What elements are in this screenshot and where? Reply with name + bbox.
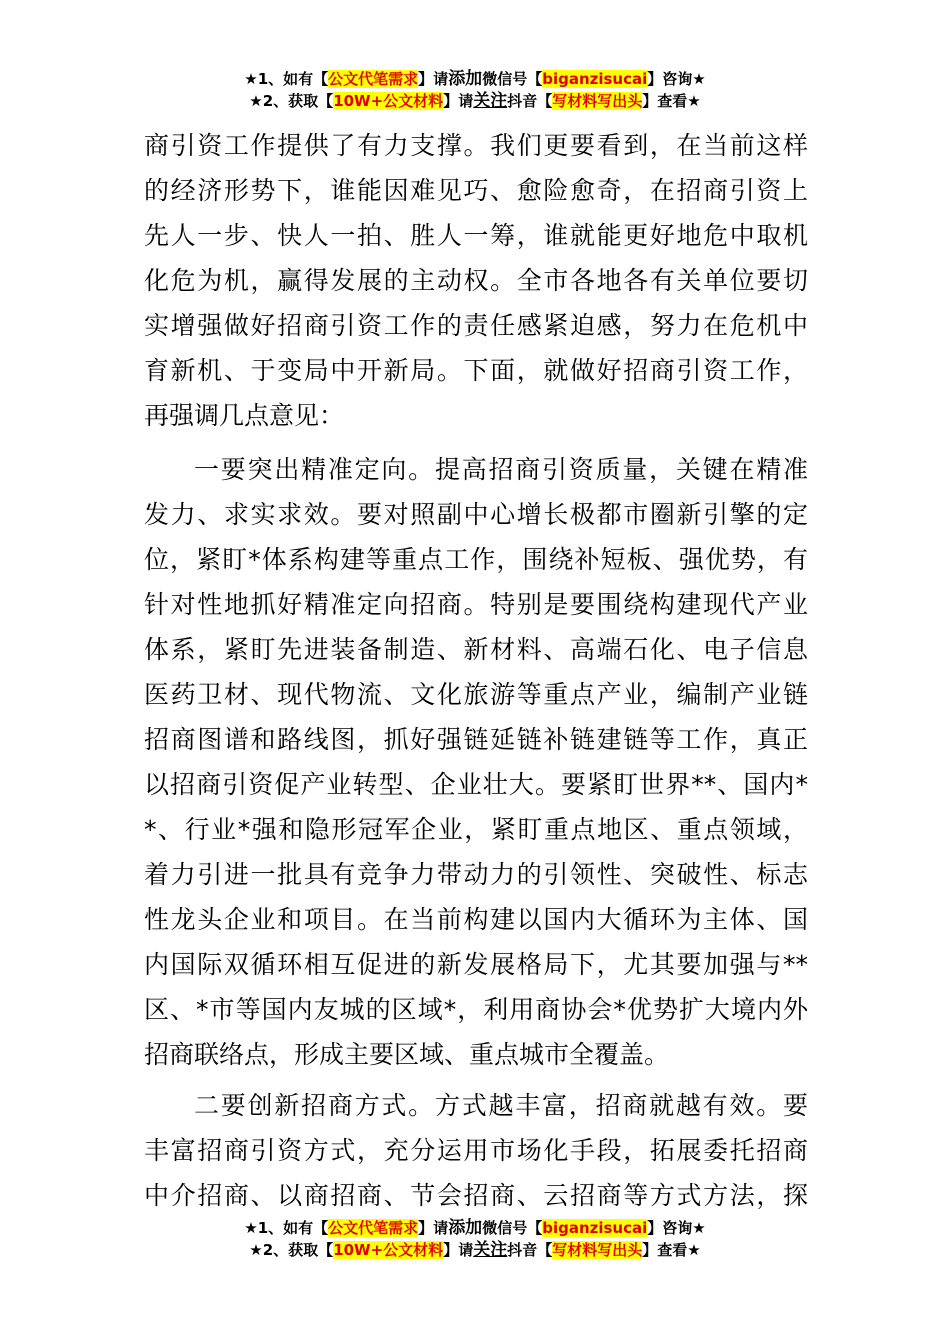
text-line: 位，紧盯*体系构建等重点工作，围绕补短板、强优势，有 <box>144 545 808 574</box>
text-line: 发力、求实求效。要对照副中心增长极都市圈新引擎的定 <box>144 500 808 529</box>
promo-text: 】查看★ <box>642 92 701 110</box>
text-line: 的经济形势下，谁能因难见巧、愈险愈奇，在招商引资上 <box>144 176 808 205</box>
promo-emphasis: 关注 <box>473 1240 508 1260</box>
promo-emphasis: 添加 <box>448 1218 483 1238</box>
text-line: *、行业*强和隐形冠军企业，紧盯重点地区、重点领域， <box>144 815 808 844</box>
promo-text: 】咨询★ <box>647 70 706 88</box>
text-line: 性龙头企业和项目。在当前构建以国内大循环为主体、国 <box>144 905 808 934</box>
promo-highlight: 写材料写出头 <box>552 1241 643 1259</box>
promo-text: 抖音【 <box>507 1241 553 1259</box>
text-line: 着力引进一批具有竞争力带动力的引领性、突破性、标志 <box>144 860 808 889</box>
promo-text: 抖音【 <box>507 92 553 110</box>
promo-highlight: 10W+公文材料 <box>333 1241 444 1259</box>
promo-emphasis: 关注 <box>473 91 508 111</box>
text-line: 中介招商、以商招商、节会招商、云招商等方式方法，探 <box>144 1181 808 1210</box>
body-paragraph-1 <box>144 123 808 438</box>
promo-text: 】咨询★ <box>647 1219 706 1237</box>
text-line: 针对性地抓好精准定向招商。特别是要围绕构建现代产业 <box>144 590 808 619</box>
text-line: 招商联络点，形成主要区域、重点城市全覆盖。 <box>144 1040 670 1069</box>
text-line: 化危为机，赢得发展的主动权。全市各地各有关单位要切 <box>144 266 808 295</box>
promo-line-1 <box>0 68 950 90</box>
promo-highlight: 写材料写出头 <box>552 92 643 110</box>
promo-line-2 <box>0 1239 950 1261</box>
promo-highlight: biganzisucai <box>542 1219 648 1237</box>
text-line: 丰富招商引资方式，充分运用市场化手段，拓展委托招商 <box>144 1136 808 1165</box>
body-paragraph-2 <box>144 447 808 1077</box>
promo-highlight: 公文代笔需求 <box>328 70 419 88</box>
promo-text: ★2、获取【 <box>249 92 334 110</box>
text-line: 以招商引资促产业转型、企业壮大。要紧盯世界**、国内* <box>144 770 808 799</box>
promo-text: 】请 <box>443 92 474 110</box>
promo-text: 】请 <box>418 1219 449 1237</box>
text-line: 二要创新招商方式。方式越丰富，招商就越有效。要 <box>194 1091 808 1120</box>
promo-text: 】请 <box>443 1241 474 1259</box>
text-line: 医药卫材、现代物流、文化旅游等重点产业，编制产业链 <box>144 680 808 709</box>
text-line: 体系，紧盯先进装备制造、新材料、高端石化、电子信息 <box>144 635 808 664</box>
text-line: 区、*市等国内友城的区域*，利用商协会*优势扩大境内外 <box>144 995 808 1024</box>
text-line: 商引资工作提供了有力支撑。我们更要看到，在当前这样 <box>144 131 808 160</box>
body-paragraph-3 <box>144 1083 808 1218</box>
promo-text: ★2、获取【 <box>249 1241 334 1259</box>
promo-text: 】查看★ <box>642 1241 701 1259</box>
text-line: 实增强做好招商引资工作的责任感紧迫感，努力在危机中 <box>144 311 808 340</box>
promo-highlight: biganzisucai <box>542 70 648 88</box>
text-line: 先人一步、快人一拍、胜人一筹，谁就能更好地危中取机 <box>144 221 808 250</box>
text-line: 再强调几点意见： <box>144 401 345 430</box>
text-line: 育新机、于变局中开新局。下面，就做好招商引资工作， <box>144 356 808 385</box>
promo-line-1 <box>0 1217 950 1239</box>
bottom-promo-banner <box>0 1217 950 1261</box>
promo-highlight: 公文代笔需求 <box>328 1219 419 1237</box>
promo-line-2 <box>0 90 950 112</box>
promo-text: ★1、如有【 <box>244 70 329 88</box>
promo-text: ★1、如有【 <box>244 1219 329 1237</box>
top-promo-banner <box>0 68 950 112</box>
promo-text: 微信号【 <box>482 1219 543 1237</box>
text-line: 一要突出精准定向。提高招商引资质量，关键在精准 <box>194 455 808 484</box>
text-line: 招商图谱和路线图，抓好强链延链补链建链等工作，真正 <box>144 725 808 754</box>
promo-text: 】请 <box>418 70 449 88</box>
promo-emphasis: 添加 <box>448 69 483 89</box>
text-line: 内国际双循环相互促进的新发展格局下，尤其要加强与** <box>144 950 808 979</box>
promo-highlight: 10W+公文材料 <box>333 92 444 110</box>
promo-text: 微信号【 <box>482 70 543 88</box>
